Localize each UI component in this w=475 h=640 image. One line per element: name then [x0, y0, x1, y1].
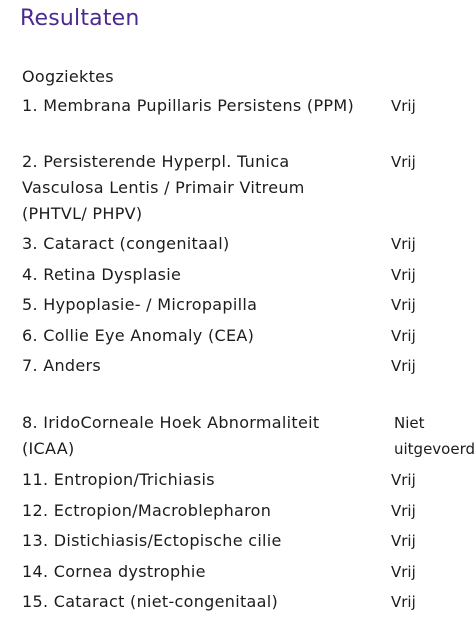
result-label: 8. IridoCorneale Hoek Abnormaliteit (ICAA) [22, 413, 320, 458]
result-label: 14. Cornea dystrophie [22, 562, 206, 581]
result-value-line2: uitgevoerd [394, 440, 475, 458]
result-value: Vrij [391, 593, 416, 611]
page-title: Resultaten [20, 6, 140, 31]
result-label: 1. Membrana Pupillaris Persistens (PPM) [22, 96, 354, 115]
result-value: Vrij [391, 502, 416, 520]
result-label: 3. Cataract (congenitaal) [22, 234, 230, 253]
result-label: 7. Anders [22, 356, 102, 375]
result-label: 2. Persisterende Hyperpl. Tunica Vasculosa Lentis / Primair Vitreum (PHTVL/ PHPV) [22, 152, 305, 223]
result-value: Vrij [391, 563, 416, 581]
result-value: Vrij [391, 532, 416, 550]
result-label: 15. Cataract (niet-congenitaal) [22, 592, 279, 611]
result-value: Vrij [391, 357, 416, 375]
result-label: 11. Entropion/Trichiasis [22, 470, 215, 489]
result-value: Vrij [391, 153, 416, 171]
result-value: Vrij [391, 296, 416, 314]
result-value: Vrij [391, 235, 416, 253]
section-title: Oogziektes [22, 67, 114, 86]
result-value: Vrij [391, 471, 416, 489]
result-value: Vrij [391, 327, 416, 345]
result-label: 6. Collie Eye Anomaly (CEA) [22, 326, 255, 345]
result-label: 12. Ectropion/Macroblepharon [22, 501, 272, 520]
result-value-line1: Niet [394, 414, 425, 432]
result-label: 5. Hypoplasie- / Micropapilla [22, 295, 258, 314]
result-value: Vrij [391, 97, 416, 115]
result-value: Vrij [391, 266, 416, 284]
result-label: 13. Distichiasis/Ectopische cilie [22, 531, 282, 550]
result-label: 4. Retina Dysplasie [22, 265, 182, 284]
